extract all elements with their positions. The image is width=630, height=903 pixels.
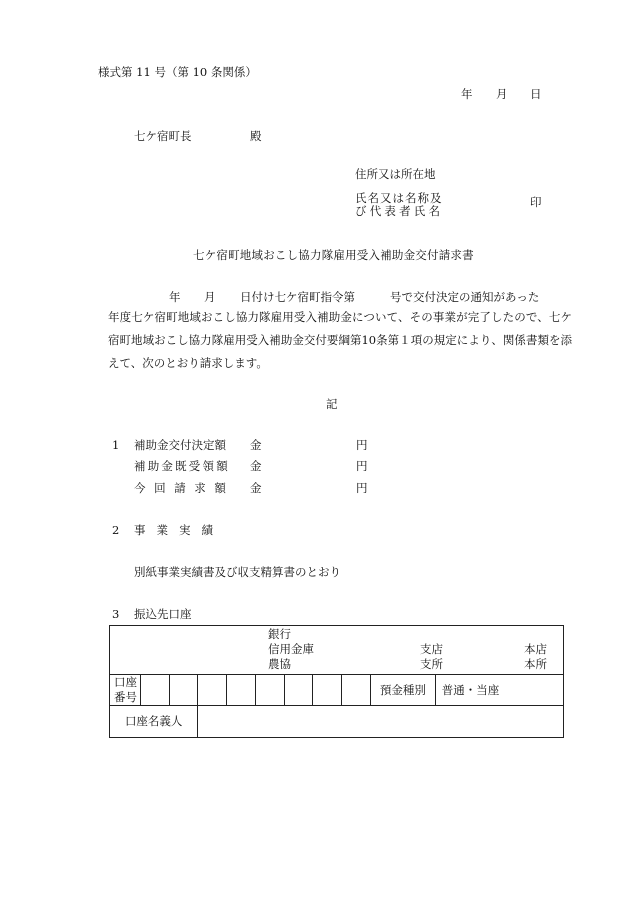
date-month: 月 [496,87,508,101]
deposit-type-label: 預金種別 [370,675,435,706]
addressee-honorific: 殿 [250,129,262,143]
form-number: 様式第 11 号（第 10 条関係） [98,65,257,79]
section2-number: 2 [112,523,120,537]
row-decided-unit: 円 [356,438,368,452]
account-digit-cell[interactable] [313,675,342,706]
row-received-currency: 金 [250,459,262,473]
account-number-line2: 番号 [114,690,137,704]
account-holder-row [110,706,564,738]
body-year: 年 [169,290,181,304]
row-decided-label: 補助金交付決定額 [134,438,226,452]
section3-number: 3 [112,607,120,621]
date-year: 年 [461,87,473,101]
branch-office-label: 支所 [420,657,443,671]
account-holder-value[interactable] [198,706,564,738]
row-request-unit: 円 [356,481,368,495]
address-label: 住所又は所在地 [355,167,436,181]
bank-label: 銀行 [268,627,291,641]
addressee-name: 七ケ宿町長 [134,129,192,143]
account-digit-cell[interactable] [198,675,227,706]
account-number-label [110,675,141,706]
bank-account-table [109,625,564,738]
account-number-line1: 口座 [114,675,137,689]
account-digit-cell[interactable] [169,675,198,706]
account-digit-cell[interactable] [255,675,284,706]
body-text: 年度七ケ宿町地域おこし協力隊雇用受入補助金について、その事業が完了したので、七ケ宿町地域おこし協力隊雇用受入補助金交付要綱第10条第１項の規定により、関係書類を添えて、次のとおり請求します。 [108,310,572,370]
shinkin-label: 信用金庫 [268,642,314,656]
section3-heading: 振込先口座 [134,607,192,621]
account-digit-cell[interactable] [140,675,169,706]
account-holder-label: 口座名義人 [110,706,198,738]
ki-mark: 記 [326,397,338,411]
row-request-label: 今回請求額 [134,481,235,495]
document-title: 七ケ宿町地域おこし協力隊雇用受入補助金交付請求書 [193,248,474,262]
nokyo-label: 農協 [268,657,291,671]
seal-mark: 印 [530,195,542,209]
account-digit-cell[interactable] [284,675,313,706]
account-digit-cell[interactable] [342,675,371,706]
row-request-currency: 金 [250,481,262,495]
body-number-suffix: 号で交付決定の通知があった [390,290,540,304]
head-office-label: 本店 [524,642,547,656]
branch-label: 支店 [420,642,443,656]
section1-number: 1 [112,438,120,452]
name-label-line1: 氏名又は名称及 [355,191,443,205]
row-decided-currency: 金 [250,438,262,452]
bank-name-cell [110,626,564,675]
date-day: 日 [530,87,542,101]
bank-name-row [110,626,564,675]
body-day-ref: 日付け七ケ宿町指令第 [240,290,355,304]
section2-content: 別紙事業実績書及び収支精算書のとおり [134,565,341,579]
account-number-row [110,675,564,706]
body-month: 月 [204,290,216,304]
deposit-type-value[interactable]: 普通・当座 [435,675,563,706]
row-received-label: 補助金既受領額 [134,459,230,473]
section2-heading: 事業実績 [134,523,224,537]
row-received-unit: 円 [356,459,368,473]
head-office2-label: 本所 [524,657,547,671]
name-label-line2: び代表者氏名 [355,204,444,218]
account-digit-cell[interactable] [227,675,256,706]
